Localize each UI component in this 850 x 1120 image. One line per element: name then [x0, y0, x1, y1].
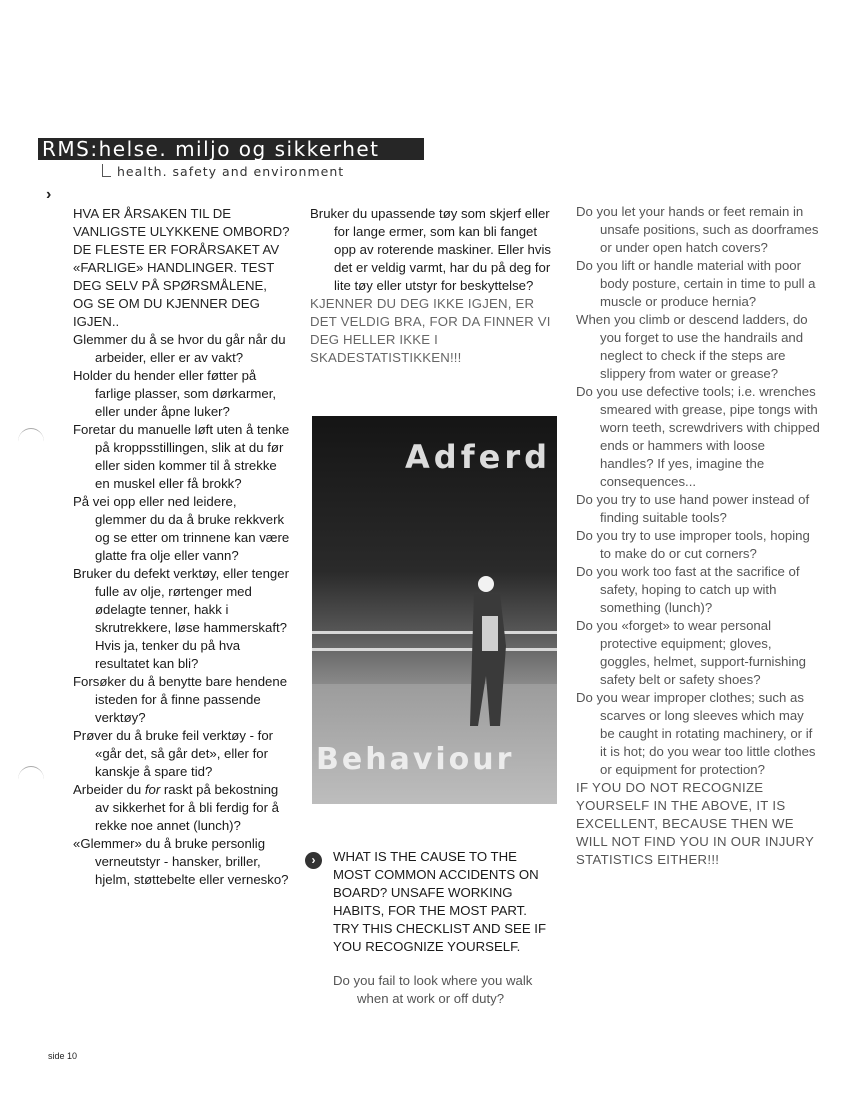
english-column — [576, 203, 821, 869]
norwegian-question: «Glemmer» du å bruke personlig verneutstyr - hansker, briller, hjelm, støttebelte eller vernesko? — [73, 836, 289, 887]
punch-hole-arc — [18, 428, 44, 455]
section-subtitle — [102, 164, 344, 179]
english-question: Do you use defective tools; i.e. wrenches smeared with grease, pipe tongs with worn teeth, screwdrivers with chipped ends or hammers with loose handles? If yes, imagine the consequences... — [576, 384, 820, 489]
q8-text-b: raskt på bekostning av sikkerhet for å bli ferdig for å rekke noe annet (lunch)? — [95, 782, 279, 833]
english-question: Do you work too fast at the sacrifice of safety, hoping to catch up with something (lunch)? — [576, 564, 800, 615]
english-question: Do you lift or handle material with poor body posture, certain in time to pull a muscle or produce hernia? — [576, 258, 816, 309]
middle-column — [310, 205, 560, 367]
corner-hook-icon — [102, 164, 111, 177]
english-question: Do you let your hands or feet remain in unsafe positions, such as doorframes or under open hatch covers? — [576, 204, 819, 255]
q8-text-italic: for — [144, 782, 161, 797]
photo-word-top: Adferd — [405, 438, 551, 476]
english-question: Do you try to use improper tools, hoping to make do or cut corners? — [576, 528, 810, 561]
norwegian-question: Prøver du å bruke feil verktøy - for «går det, så går det», eller for kanskje å spare tid? — [73, 728, 274, 779]
photo-word-bottom: Behaviour — [316, 742, 515, 777]
norwegian-question: Glemmer du å se hvor du går når du arbeider, eller er av vakt? — [73, 332, 286, 365]
norwegian-question — [73, 781, 291, 835]
punch-hole-arc — [18, 766, 44, 793]
norwegian-question: Holder du hender eller føtter på farlige plasser, som dørkarmer, eller under åpne luker? — [73, 368, 277, 419]
ship-rail — [312, 648, 557, 651]
english-question: Do you wear improper clothes; such as scarves or long sleeves which may be caught in rotating machinery, or if it is hot; do you wear too little clothes or equipment for protection? — [576, 690, 816, 777]
q8-text-a: Arbeider du — [73, 782, 145, 797]
norwegian-question: Forsøker du å benytte bare hendene isteden for å finne passende verktøy? — [73, 674, 288, 725]
worker-figure — [460, 576, 520, 726]
norwegian-intro: HVA ER ÅRSAKEN TIL DE VANLIGSTE ULYKKENE OMBORD? DE FLESTE ER FORÅRSAKET AV «FARLIGE» HANDLINGER. TEST DEG SELV PÅ SPØRSMÅLENE, OG SE OM DU KJENNER DEG IGJEN.. — [73, 206, 290, 329]
section-title: RMS:helse. miljo og sikkerhet — [42, 137, 380, 161]
english-question: Do you try to use hand power instead of finding suitable tools? — [576, 492, 810, 525]
behaviour-photo — [312, 416, 557, 804]
english-intro: WHAT IS THE CAUSE TO THE MOST COMMON ACCIDENTS ON BOARD? UNSAFE WORKING HABITS, FOR THE MOST PART. TRY THIS CHECKLIST AND SEE IF YOU RECOGNIZE YOURSELF. — [333, 849, 547, 954]
subtitle-text: health. safety and environment — [117, 164, 345, 179]
norwegian-question: Bruker du defekt verktøy, eller tenger fulle av olje, rørtenger med ødelagte tenner, hakk i skrutrekkere, løse hammerskaft? Hvis ja, tenker du på hva resultatet kan bli? — [73, 566, 289, 671]
norwegian-closing: KJENNER DU DEG IKKE IGJEN, ER DET VELDIG BRA, FOR DA FINNER VI DEG HELLER IKKE I SKADESTATISTIKKEN!!! — [310, 296, 551, 365]
chevron-circle-icon: › — [305, 852, 322, 869]
norwegian-question: På vei opp eller ned leidere, glemmer du da å bruke rekkverk og se etter om trinnene kan være glatte fra olje eller vann? — [73, 494, 290, 563]
norwegian-question: Foretar du manuelle løft uten å tenke på kroppsstillingen, slik at du før eller siden kommer til å strekke en muskel eller få brokk? — [73, 422, 290, 491]
english-question: Do you fail to look where you walk when at work or off duty? — [333, 973, 533, 1006]
english-question: Do you «forget» to wear personal protective equipment; gloves, goggles, helmet, support-furnishing safety belt or safety shoes? — [576, 618, 806, 687]
norwegian-question: Bruker du upassende tøy som skjerf eller for lange ermer, som kan bli fanget opp av roterende maskiner. Eller hvis det er veldig varmt, har du på deg for lite tøy eller utstyr for beskyttelse? — [310, 206, 551, 293]
ship-rail — [312, 631, 557, 634]
english-question: When you climb or descend ladders, do you forget to use the handrails and neglect to check if the steps are slippery from water or grease? — [576, 312, 808, 381]
chevron-right-icon: › — [46, 186, 52, 203]
norwegian-column — [73, 205, 291, 889]
page-number: side 10 — [48, 1051, 78, 1061]
english-intro-block — [305, 848, 550, 1021]
english-closing: IF YOU DO NOT RECOGNIZE YOURSELF IN THE ABOVE, IT IS EXCELLENT, BECAUSE THEN WE WILL NOT FIND YOU IN OUR INJURY STATISTICS EITHER!!! — [576, 780, 814, 867]
section-title-bar — [38, 138, 424, 160]
